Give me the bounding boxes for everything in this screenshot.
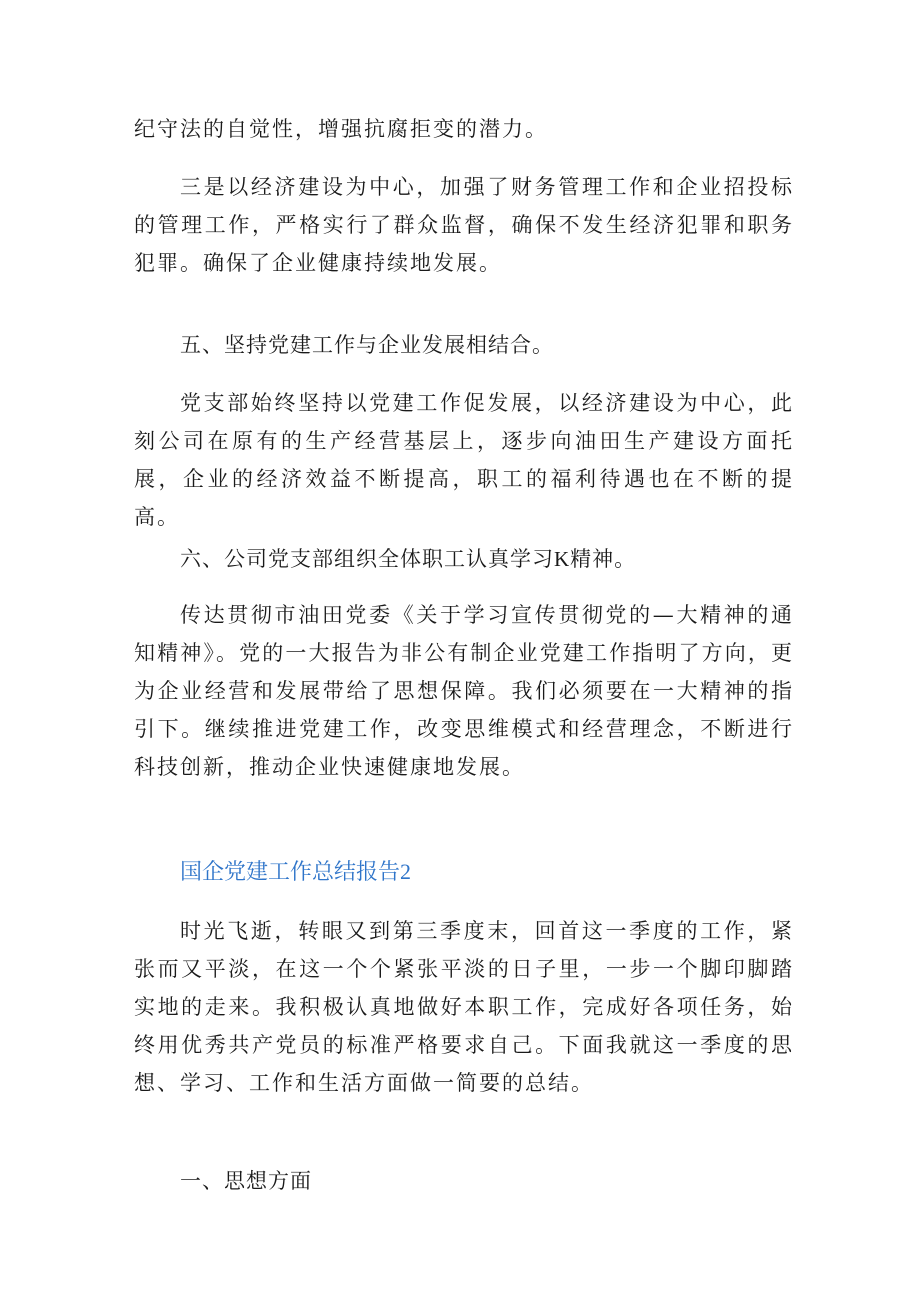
heading-thought: 一、思想方面 [180,1169,312,1193]
section-title-report-2[interactable]: 国企党建工作总结报告2 [180,859,412,884]
heading-six: 六、公司党支部组织全体职工认真学习K精神。 [180,547,637,571]
paragraph-six: 传达贯彻市油田党委《关于学习宣传贯彻党的—大精神的通知精神》。党的一大报告为非公有制企业党建工作指明了方向，更为企业经营和发展带给了思想保障。我们必须要在一大精神的指引下。继续推进党建工作，改变思维模式和经营理念，不断进行科技创新，推动企业快速健康地发展。 [134,603,794,779]
paragraph-five: 党支部始终坚持以党建工作促发展，以经济建设为中心，此刻公司在原有的生产经营基层上，逐步向油田生产建设方面托展，企业的经济效益不断提高，职工的福利待遇也在不断的提高。 [134,391,794,529]
paragraph-continuation: 纪守法的自觉性，增强抗腐拒变的潜力。 [134,117,548,141]
paragraph-point-three: 三是以经济建设为中心，加强了财务管理工作和企业招投标的管理工作，严格实行了群众监督，确保不发生经济犯罪和职务犯罪。确保了企业健康持续地发展。 [134,175,794,275]
heading-five: 五、坚持党建工作与企业发展相结合。 [180,333,554,357]
paragraph-intro: 时光飞逝，转眼又到第三季度末，回首这一季度的工作，紧张而又平淡，在这一个个紧张平淡的日子里，一步一个脚印脚踏实地的走来。我积极认真地做好本职工作，完成好各项任务，始终用优秀共产党员的标准严格要求自己。下面我就这一季度的思想、学习、工作和生活方面做一简要的总结。 [134,919,794,1095]
